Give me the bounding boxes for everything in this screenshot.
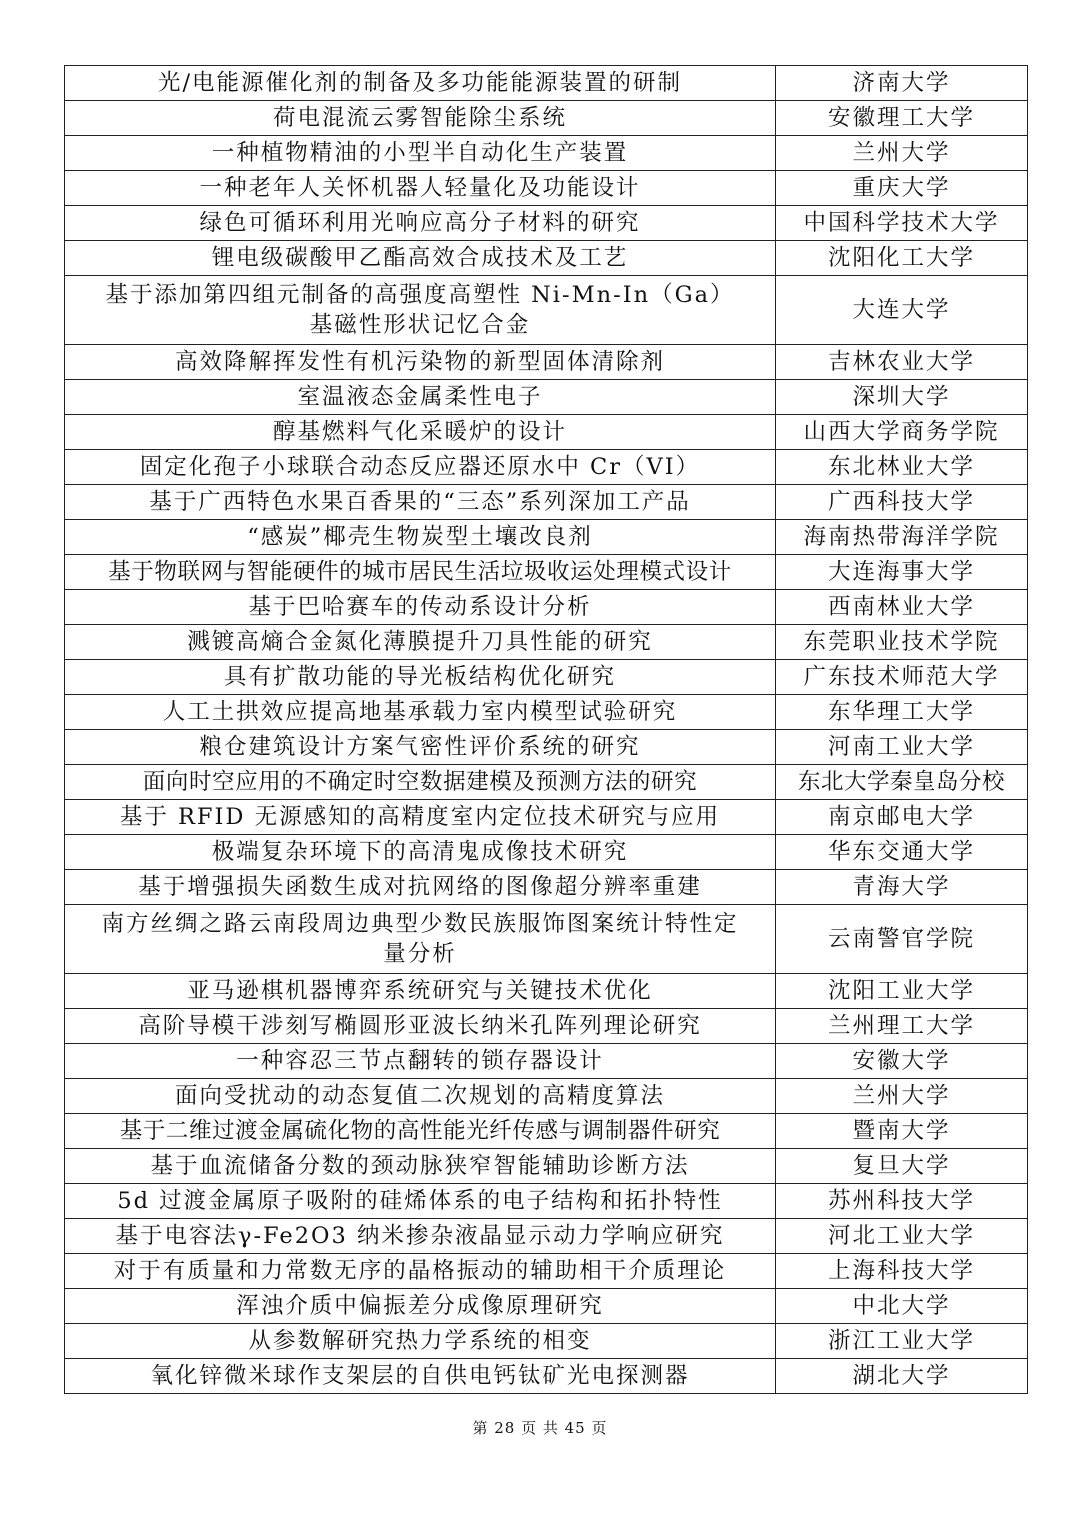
table-row — [65, 1114, 1028, 1149]
school-name-cell: 吉林农业大学 — [776, 345, 1028, 380]
school-name-cell: 沈阳工业大学 — [776, 974, 1028, 1009]
project-name-cell: 面向受扰动的动态复值二次规划的高精度算法 — [65, 1079, 776, 1114]
school-name-cell: 济南大学 — [776, 66, 1028, 101]
school-name-cell: 暨南大学 — [776, 1114, 1028, 1149]
school-name-cell: 沈阳化工大学 — [776, 241, 1028, 276]
table-row — [65, 555, 1028, 590]
table-row — [65, 625, 1028, 660]
table-row — [65, 1009, 1028, 1044]
project-name-cell: 浑浊介质中偏振差分成像原理研究 — [65, 1289, 776, 1324]
project-name-cell: 固定化孢子小球联合动态反应器还原水中 Cr（VI） — [65, 450, 776, 485]
project-name-cell: 5d 过渡金属原子吸附的硅烯体系的电子结构和拓扑特性 — [65, 1184, 776, 1219]
table-row — [65, 485, 1028, 520]
school-name-cell: 东北林业大学 — [776, 450, 1028, 485]
project-name-cell: 基于增强损失函数生成对抗网络的图像超分辨率重建 — [65, 870, 776, 905]
school-name-cell: 上海科技大学 — [776, 1254, 1028, 1289]
project-name-cell: 绿色可循环利用光响应高分子材料的研究 — [65, 206, 776, 241]
table-row — [65, 905, 1028, 974]
table-row — [65, 66, 1028, 101]
project-name-cell: 基于广西特色水果百香果的“三态”系列深加工产品 — [65, 485, 776, 520]
project-name-cell: 具有扩散功能的导光板结构优化研究 — [65, 660, 776, 695]
project-name-cell: 基于添加第四组元制备的高强度高塑性 Ni-Mn-In（Ga）基磁性形状记忆合金 — [65, 276, 776, 345]
project-name-cell: 一种容忍三节点翻转的锁存器设计 — [65, 1044, 776, 1079]
school-name-cell: 重庆大学 — [776, 171, 1028, 206]
page-number: 第 28 页 共 45 页 — [472, 1419, 608, 1437]
table-row — [65, 835, 1028, 870]
school-name-cell: 东北大学秦皇岛分校 — [776, 765, 1028, 800]
project-name-cell: 面向时空应用的不确定时空数据建模及预测方法的研究 — [65, 765, 776, 800]
project-table — [64, 65, 1028, 1394]
project-name-cell: 氧化锌微米球作支架层的自供电钙钛矿光电探测器 — [65, 1359, 776, 1394]
school-name-cell: 云南警官学院 — [776, 905, 1028, 974]
table-row — [65, 101, 1028, 136]
table-row — [65, 660, 1028, 695]
table-row — [65, 870, 1028, 905]
table-row — [65, 520, 1028, 555]
school-name-cell: 中国科学技术大学 — [776, 206, 1028, 241]
school-name-cell: 兰州大学 — [776, 136, 1028, 171]
project-name-cell: 一种植物精油的小型半自动化生产装置 — [65, 136, 776, 171]
school-name-cell: 华东交通大学 — [776, 835, 1028, 870]
project-name-cell: 醇基燃料气化采暖炉的设计 — [65, 415, 776, 450]
project-name-cell: 人工土拱效应提高地基承载力室内模型试验研究 — [65, 695, 776, 730]
table-body — [65, 66, 1028, 1394]
school-name-cell: 广东技术师范大学 — [776, 660, 1028, 695]
table-row — [65, 1219, 1028, 1254]
table-row — [65, 1184, 1028, 1219]
project-name-cell: 一种老年人关怀机器人轻量化及功能设计 — [65, 171, 776, 206]
project-name-cell: 粮仓建筑设计方案气密性评价系统的研究 — [65, 730, 776, 765]
project-name-cell: 荷电混流云雾智能除尘系统 — [65, 101, 776, 136]
school-name-cell: 山西大学商务学院 — [776, 415, 1028, 450]
table-row — [65, 765, 1028, 800]
school-name-cell: 南京邮电大学 — [776, 800, 1028, 835]
table-row — [65, 1289, 1028, 1324]
project-name-cell: 基于电容法γ-Fe2O3 纳米掺杂液晶显示动力学响应研究 — [65, 1219, 776, 1254]
project-name-cell: 溅镀高熵合金氮化薄膜提升刀具性能的研究 — [65, 625, 776, 660]
project-name-cell: 高阶导模干涉刻写椭圆形亚波长纳米孔阵列理论研究 — [65, 1009, 776, 1044]
school-name-cell: 兰州大学 — [776, 1079, 1028, 1114]
school-name-cell: 苏州科技大学 — [776, 1184, 1028, 1219]
school-name-cell: 中北大学 — [776, 1289, 1028, 1324]
project-name-cell: 亚马逊棋机器博弈系统研究与关键技术优化 — [65, 974, 776, 1009]
project-name-cell: 从参数解研究热力学系统的相变 — [65, 1324, 776, 1359]
table-row — [65, 974, 1028, 1009]
school-name-cell: 浙江工业大学 — [776, 1324, 1028, 1359]
table-row — [65, 241, 1028, 276]
project-name-cell: 室温液态金属柔性电子 — [65, 380, 776, 415]
project-name-cell: 锂电级碳酸甲乙酯高效合成技术及工艺 — [65, 241, 776, 276]
table-row — [65, 1359, 1028, 1394]
school-name-cell: 湖北大学 — [776, 1359, 1028, 1394]
table-row — [65, 415, 1028, 450]
school-name-cell: 河南工业大学 — [776, 730, 1028, 765]
school-name-cell: 西南林业大学 — [776, 590, 1028, 625]
table-row — [65, 450, 1028, 485]
table-row — [65, 590, 1028, 625]
school-name-cell: 安徽大学 — [776, 1044, 1028, 1079]
table-row — [65, 730, 1028, 765]
project-name-cell: “感炭”椰壳生物炭型土壤改良剂 — [65, 520, 776, 555]
school-name-cell: 兰州理工大学 — [776, 1009, 1028, 1044]
table-row — [65, 800, 1028, 835]
table-row — [65, 276, 1028, 345]
project-name-cell: 基于巴哈赛车的传动系设计分析 — [65, 590, 776, 625]
table-row — [65, 1324, 1028, 1359]
school-name-cell: 广西科技大学 — [776, 485, 1028, 520]
project-name-cell: 极端复杂环境下的高清鬼成像技术研究 — [65, 835, 776, 870]
table-row — [65, 695, 1028, 730]
table-row — [65, 206, 1028, 241]
table-row — [65, 1149, 1028, 1184]
school-name-cell: 海南热带海洋学院 — [776, 520, 1028, 555]
project-name-cell: 基于二维过渡金属硫化物的高性能光纤传感与调制器件研究 — [65, 1114, 776, 1149]
project-name-cell: 光/电能源催化剂的制备及多功能能源装置的研制 — [65, 66, 776, 101]
table-row — [65, 1254, 1028, 1289]
project-name-cell: 高效降解挥发性有机污染物的新型固体清除剂 — [65, 345, 776, 380]
school-name-cell: 青海大学 — [776, 870, 1028, 905]
table-row — [65, 1079, 1028, 1114]
school-name-cell: 大连大学 — [776, 276, 1028, 345]
school-name-cell: 东莞职业技术学院 — [776, 625, 1028, 660]
project-name-cell: 基于物联网与智能硬件的城市居民生活垃圾收运处理模式设计 — [65, 555, 776, 590]
school-name-cell: 复旦大学 — [776, 1149, 1028, 1184]
school-name-cell: 大连海事大学 — [776, 555, 1028, 590]
table-row — [65, 380, 1028, 415]
project-name-cell: 基于血流储备分数的颈动脉狭窄智能辅助诊断方法 — [65, 1149, 776, 1184]
school-name-cell: 安徽理工大学 — [776, 101, 1028, 136]
school-name-cell: 东华理工大学 — [776, 695, 1028, 730]
project-name-cell: 对于有质量和力常数无序的晶格振动的辅助相干介质理论 — [65, 1254, 776, 1289]
project-name-cell: 基于 RFID 无源感知的高精度室内定位技术研究与应用 — [65, 800, 776, 835]
table-row — [65, 171, 1028, 206]
table-row — [65, 1044, 1028, 1079]
table-row — [65, 136, 1028, 171]
school-name-cell: 河北工业大学 — [776, 1219, 1028, 1254]
project-name-cell: 南方丝绸之路云南段周边典型少数民族服饰图案统计特性定量分析 — [65, 905, 776, 974]
table-row — [65, 345, 1028, 380]
school-name-cell: 深圳大学 — [776, 380, 1028, 415]
